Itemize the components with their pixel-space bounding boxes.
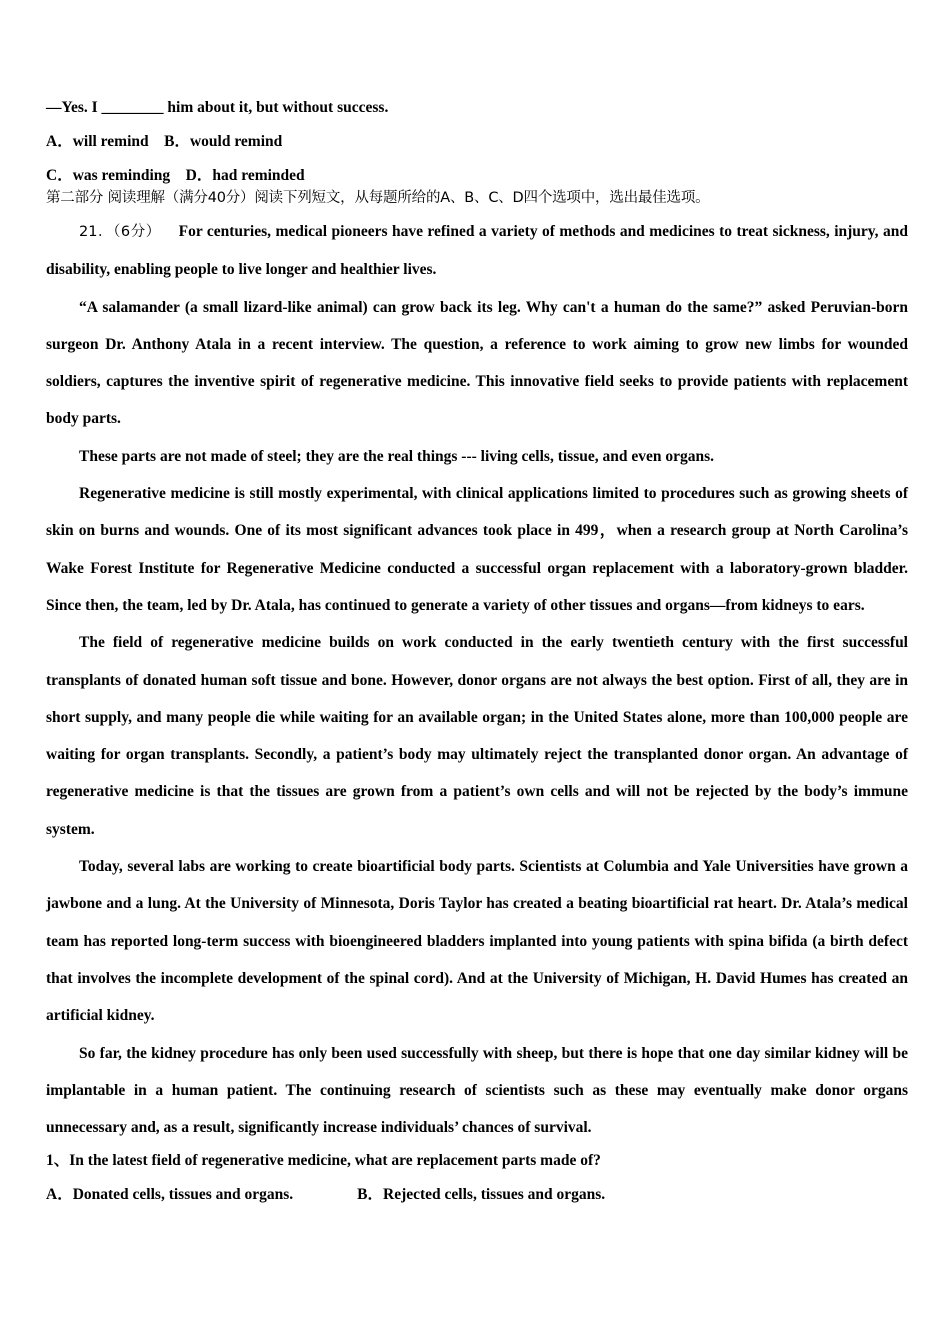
passage-paragraph-1-text: For centuries, medical pioneers have refined a variety of methods and medicines to treat sickness, injury, and disability, enabling people to live longer and healthier lives. [46,223,908,279]
question-1-option-b: B．Rejected cells, tissues and organs. [357,1186,606,1204]
question-1-stem: 1、In the latest field of regenerative medicine, what are replacement parts made of? [46,1152,601,1170]
question-1-options [46,1184,908,1206]
question-1-option-a: A．Donated cells, tissues and organs. [46,1186,294,1204]
passage-paragraph-7: So far, the kidney procedure has only been used successfully with sheep, but there is hope that one day similar kidney will be implantable in a human patient. The continuing research of scientists such as these may eventually make donor organs unnecessary and, as a result, significantly increase individuals’ chances of survival. [46,1044,908,1137]
passage-paragraph-2: “A salamander (a small lizard-like animal) can grow back its leg. Why can't a human do the same?” asked Peruvian-born surgeon Dr. Anthony Atala in a recent interview. The question, a reference to work aiming to grow new limbs for wounded soldiers, captures the inventive spirit of regenerative medicine. This innovative field seeks to provide patients with replacement body parts. [46,298,908,428]
reading-passage [46,213,908,1146]
prev-question-options-cd: C．was reminding D．had reminded [46,167,305,184]
passage-number-label: 21．（6分） [79,224,161,240]
passage-paragraph-5: The field of regenerative medicine builds on work conducted in the early twentieth century with the first successful transplants of donated human soft tissue and bone. However, donor organs are not always the best option. First of all, they are in short supply, and many people die while waiting for an available organ; in the United States alone, more than 100,000 people are waiting for organ transplants. Secondly, a patient’s body may ultimately reject the transplanted donor organ. An advantage of regenerative medicine is that the tissues are grown from a patient’s own cells and will not be rejected by the body’s immune system. [46,634,908,838]
passage-paragraph-6: Today, several labs are working to create bioartificial body parts. Scientists at Columbia and Yale Universities have grown a jawbone and a lung. At the University of Minnesota, Doris Taylor has created a beating bioartificial rat heart. Dr. Atala’s medical team has reported long-term success with bioengineered bladders implanted into young patients with spina bifida (a birth defect that involves the incomplete development of the spinal cord). And at the University of Michigan, H. David Humes has created an artificial kidney. [46,858,908,1025]
document-page [46,97,908,1206]
passage-paragraph-1 [46,213,908,289]
section-heading: 第二部分 阅读理解（满分40分）阅读下列短文，从每题所给的A、B、C、D四个选项中，选出最佳选项。 [46,190,710,206]
passage-paragraph-4: Regenerative medicine is still mostly experimental, with clinical applications limited to procedures such as growing sheets of skin on burns and wounds. One of its most significant advances took place in 499，when a research group at North Carolina’s Wake Forest Institute for Regenerative Medicine conducted a successful organ replacement with a laboratory-grown bladder. Since then, the team, led by Dr. Atala, has continued to generate a variety of other tissues and organs—from kidneys to ears. [46,485,908,614]
prev-question-stem: —Yes. I ________ him about it, but without success. [46,99,389,116]
prev-question-options-ab: A．will remind B．would remind [46,133,283,150]
passage-paragraph-3: These parts are not made of steel; they are the real things --- living cells, tissue, and even organs. [79,447,715,465]
